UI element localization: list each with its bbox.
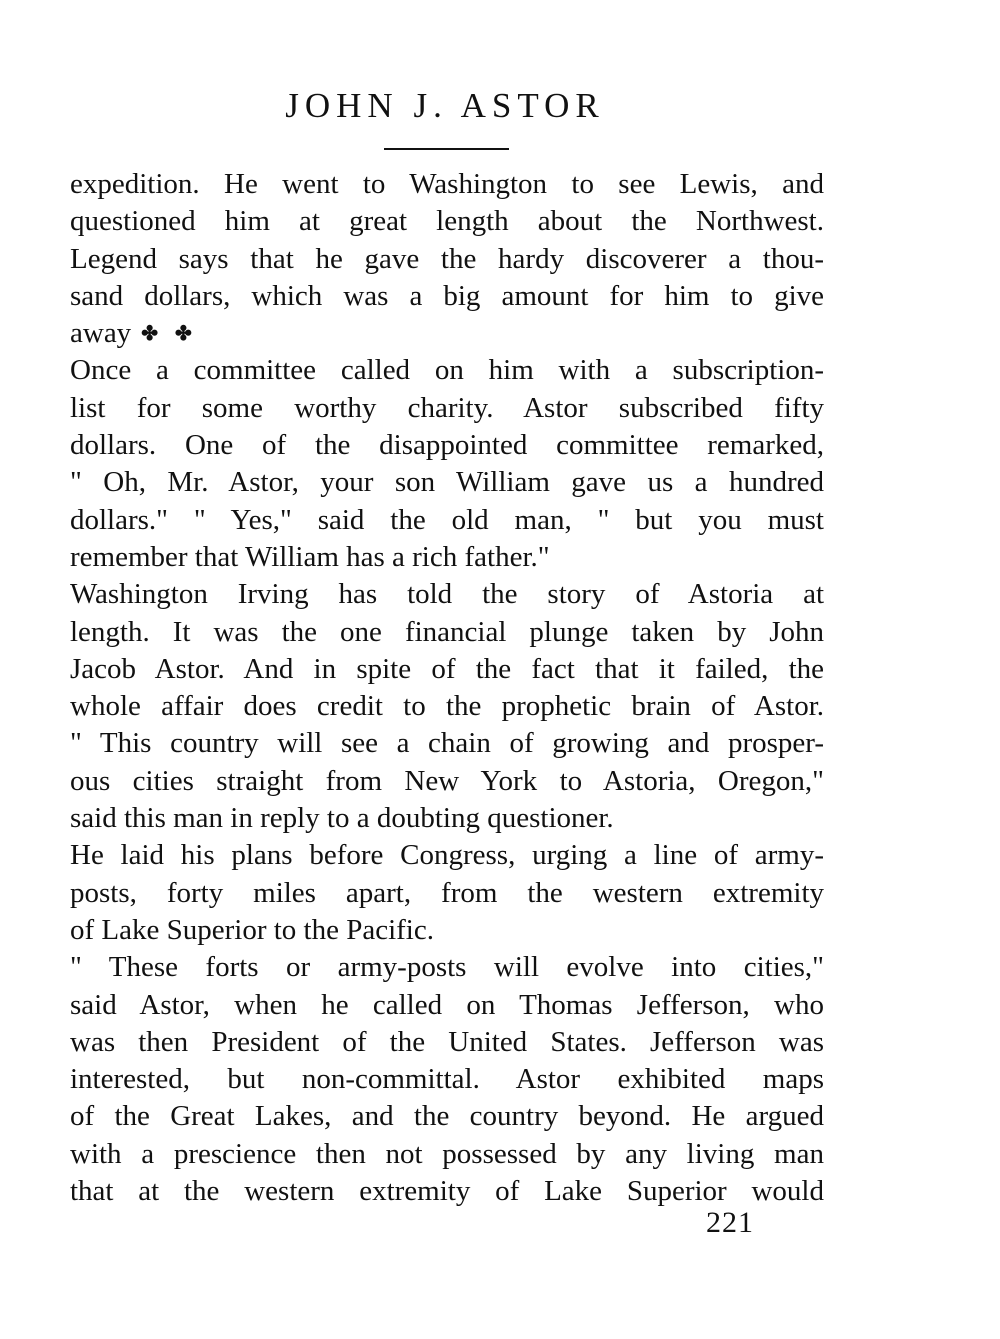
text-line: Washington Irving has told the story of Astoria at (70, 578, 824, 611)
text-line: that at the western extremity of Lake Superior would (70, 1175, 824, 1208)
text-line: was then President of the United States. Jefferson was (70, 1025, 824, 1058)
header-rule (384, 148, 509, 150)
text-line: dollars." " Yes," said the old man, " but you must (70, 503, 824, 536)
text-line: " This country will see a chain of growing and prosper- (70, 727, 824, 760)
text-line: remember that William has a rich father." (70, 540, 550, 573)
text-line: ous cities straight from New York to Astoria, Oregon," (70, 764, 824, 797)
text-line: " These forts or army-posts will evolve into cities," (70, 951, 824, 984)
text-line-with-ornament (70, 315, 824, 352)
text-line: posts, forty miles apart, from the western extremity (70, 876, 824, 909)
text-line: list for some worthy charity. Astor subscribed fifty (70, 391, 824, 424)
text-line: questioned him at great length about the Northwest. (70, 205, 824, 238)
text-line: sand dollars, which was a big amount for him to give (70, 279, 824, 312)
text-line: said Astor, when he called on Thomas Jefferson, who (70, 988, 824, 1021)
text-line: Once a committee called on him with a subscription- (70, 354, 824, 387)
running-head: JOHN J. ASTOR (285, 86, 605, 125)
text-line: of Lake Superior to the Pacific. (70, 913, 434, 946)
text-line: whole affair does credit to the prophetic brain of Astor. (70, 690, 824, 723)
text-line: dollars. One of the disappointed committee remarked, (70, 429, 824, 462)
text-line: said this man in reply to a doubting questioner. (70, 802, 614, 835)
body-text (70, 166, 824, 1210)
text-line: Legend says that he gave the hardy discoverer a thou- (70, 242, 824, 275)
text-line: length. It was the one financial plunge taken by John (70, 615, 824, 648)
text-line: of the Great Lakes, and the country beyond. He argued (70, 1100, 824, 1133)
text-line: " Oh, Mr. Astor, your son William gave us a hundred (70, 466, 824, 499)
text-line: away (70, 317, 132, 350)
text-line: Jacob Astor. And in spite of the fact that it failed, the (70, 652, 824, 685)
paragraph-ornament-icon: ✤ ✤ (141, 323, 198, 346)
text-line: He laid his plans before Congress, urging a line of army- (70, 839, 824, 872)
text-line: expedition. He went to Washington to see Lewis, and (70, 168, 824, 200)
text-line: with a prescience then not possessed by any living man (70, 1137, 824, 1170)
page-number: 221 (706, 1206, 754, 1239)
text-line: interested, but non-committal. Astor exhibited maps (70, 1063, 824, 1096)
